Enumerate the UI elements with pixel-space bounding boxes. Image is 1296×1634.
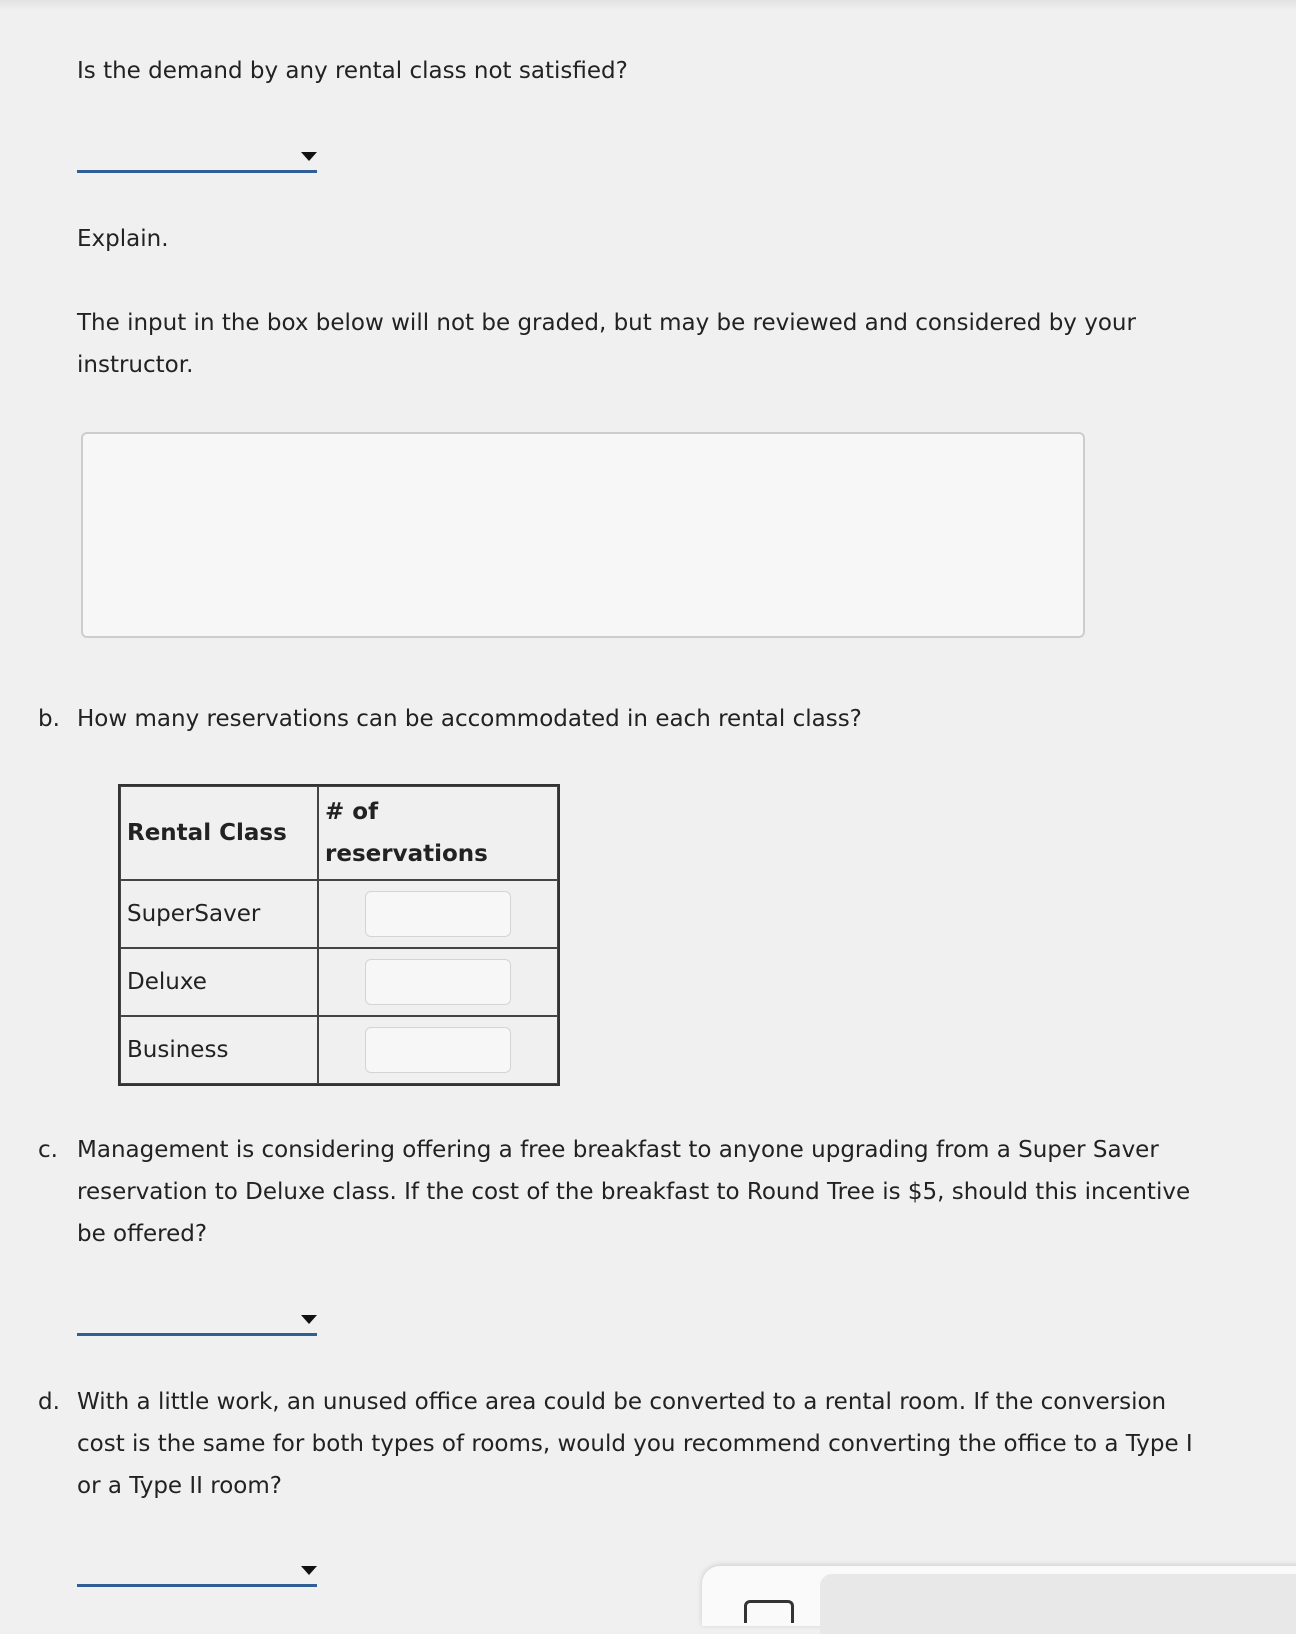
row-label-business: Business: [120, 1016, 318, 1084]
question-d-line2: cost is the same for both types of rooms, would you recommend converting the office to a Type I: [77, 1431, 1193, 1457]
header-num-line2: reservations: [325, 841, 488, 867]
question-a-text: Is the demand by any rental class not satisfied?: [77, 58, 628, 84]
table-row: [120, 948, 558, 1016]
toolbar-inner-area: [820, 1574, 1296, 1634]
header-num-line1: # of: [325, 799, 379, 825]
table-row: [120, 1016, 558, 1084]
caret-down-icon: [301, 152, 317, 161]
question-c-line2: reservation to Deluxe class. If the cost of the breakfast to Round Tree is $5, should this incentive: [77, 1179, 1191, 1205]
question-c-letter: c.: [38, 1137, 58, 1163]
reservations-table: [118, 784, 560, 1086]
header-num-reservations: [318, 786, 558, 880]
supersaver-reservations-input[interactable]: [365, 891, 511, 937]
question-c-line1: Management is considering offering a free breakfast to anyone upgrading from a Super Saver: [77, 1137, 1159, 1163]
top-edge-shadow: [0, 0, 1296, 10]
room-type-dropdown[interactable]: [77, 1550, 317, 1587]
demand-not-satisfied-dropdown[interactable]: [77, 136, 317, 173]
question-d-line3: or a Type II room?: [77, 1473, 282, 1499]
row-cell-deluxe: [318, 948, 558, 1016]
explain-textarea[interactable]: [81, 432, 1085, 638]
row-label-supersaver: SuperSaver: [120, 880, 318, 948]
row-cell-business: [318, 1016, 558, 1084]
toolbar-icon[interactable]: [744, 1600, 794, 1623]
caret-down-icon: [301, 1315, 317, 1324]
business-reservations-input[interactable]: [365, 1027, 511, 1073]
caret-down-icon: [301, 1566, 317, 1575]
header-rental-class: Rental Class: [120, 786, 318, 880]
table-header-row: [120, 786, 558, 880]
question-d-line1: With a little work, an unused office area could be converted to a rental room. If the conversion: [77, 1389, 1167, 1415]
question-b-letter: b.: [38, 706, 60, 732]
bottom-toolbar-panel: [702, 1566, 1296, 1626]
question-c-line3: be offered?: [77, 1221, 208, 1247]
row-label-deluxe: Deluxe: [120, 948, 318, 1016]
explain-label: Explain.: [77, 226, 169, 252]
question-b-text: How many reservations can be accommodated in each rental class?: [77, 706, 862, 732]
table-row: [120, 880, 558, 948]
breakfast-incentive-dropdown[interactable]: [77, 1299, 317, 1336]
question-d-letter: d.: [38, 1389, 60, 1415]
explain-note-line2: instructor.: [77, 352, 194, 378]
deluxe-reservations-input[interactable]: [365, 959, 511, 1005]
row-cell-supersaver: [318, 880, 558, 948]
explain-note-line1: The input in the box below will not be graded, but may be reviewed and considered by your: [77, 310, 1136, 336]
